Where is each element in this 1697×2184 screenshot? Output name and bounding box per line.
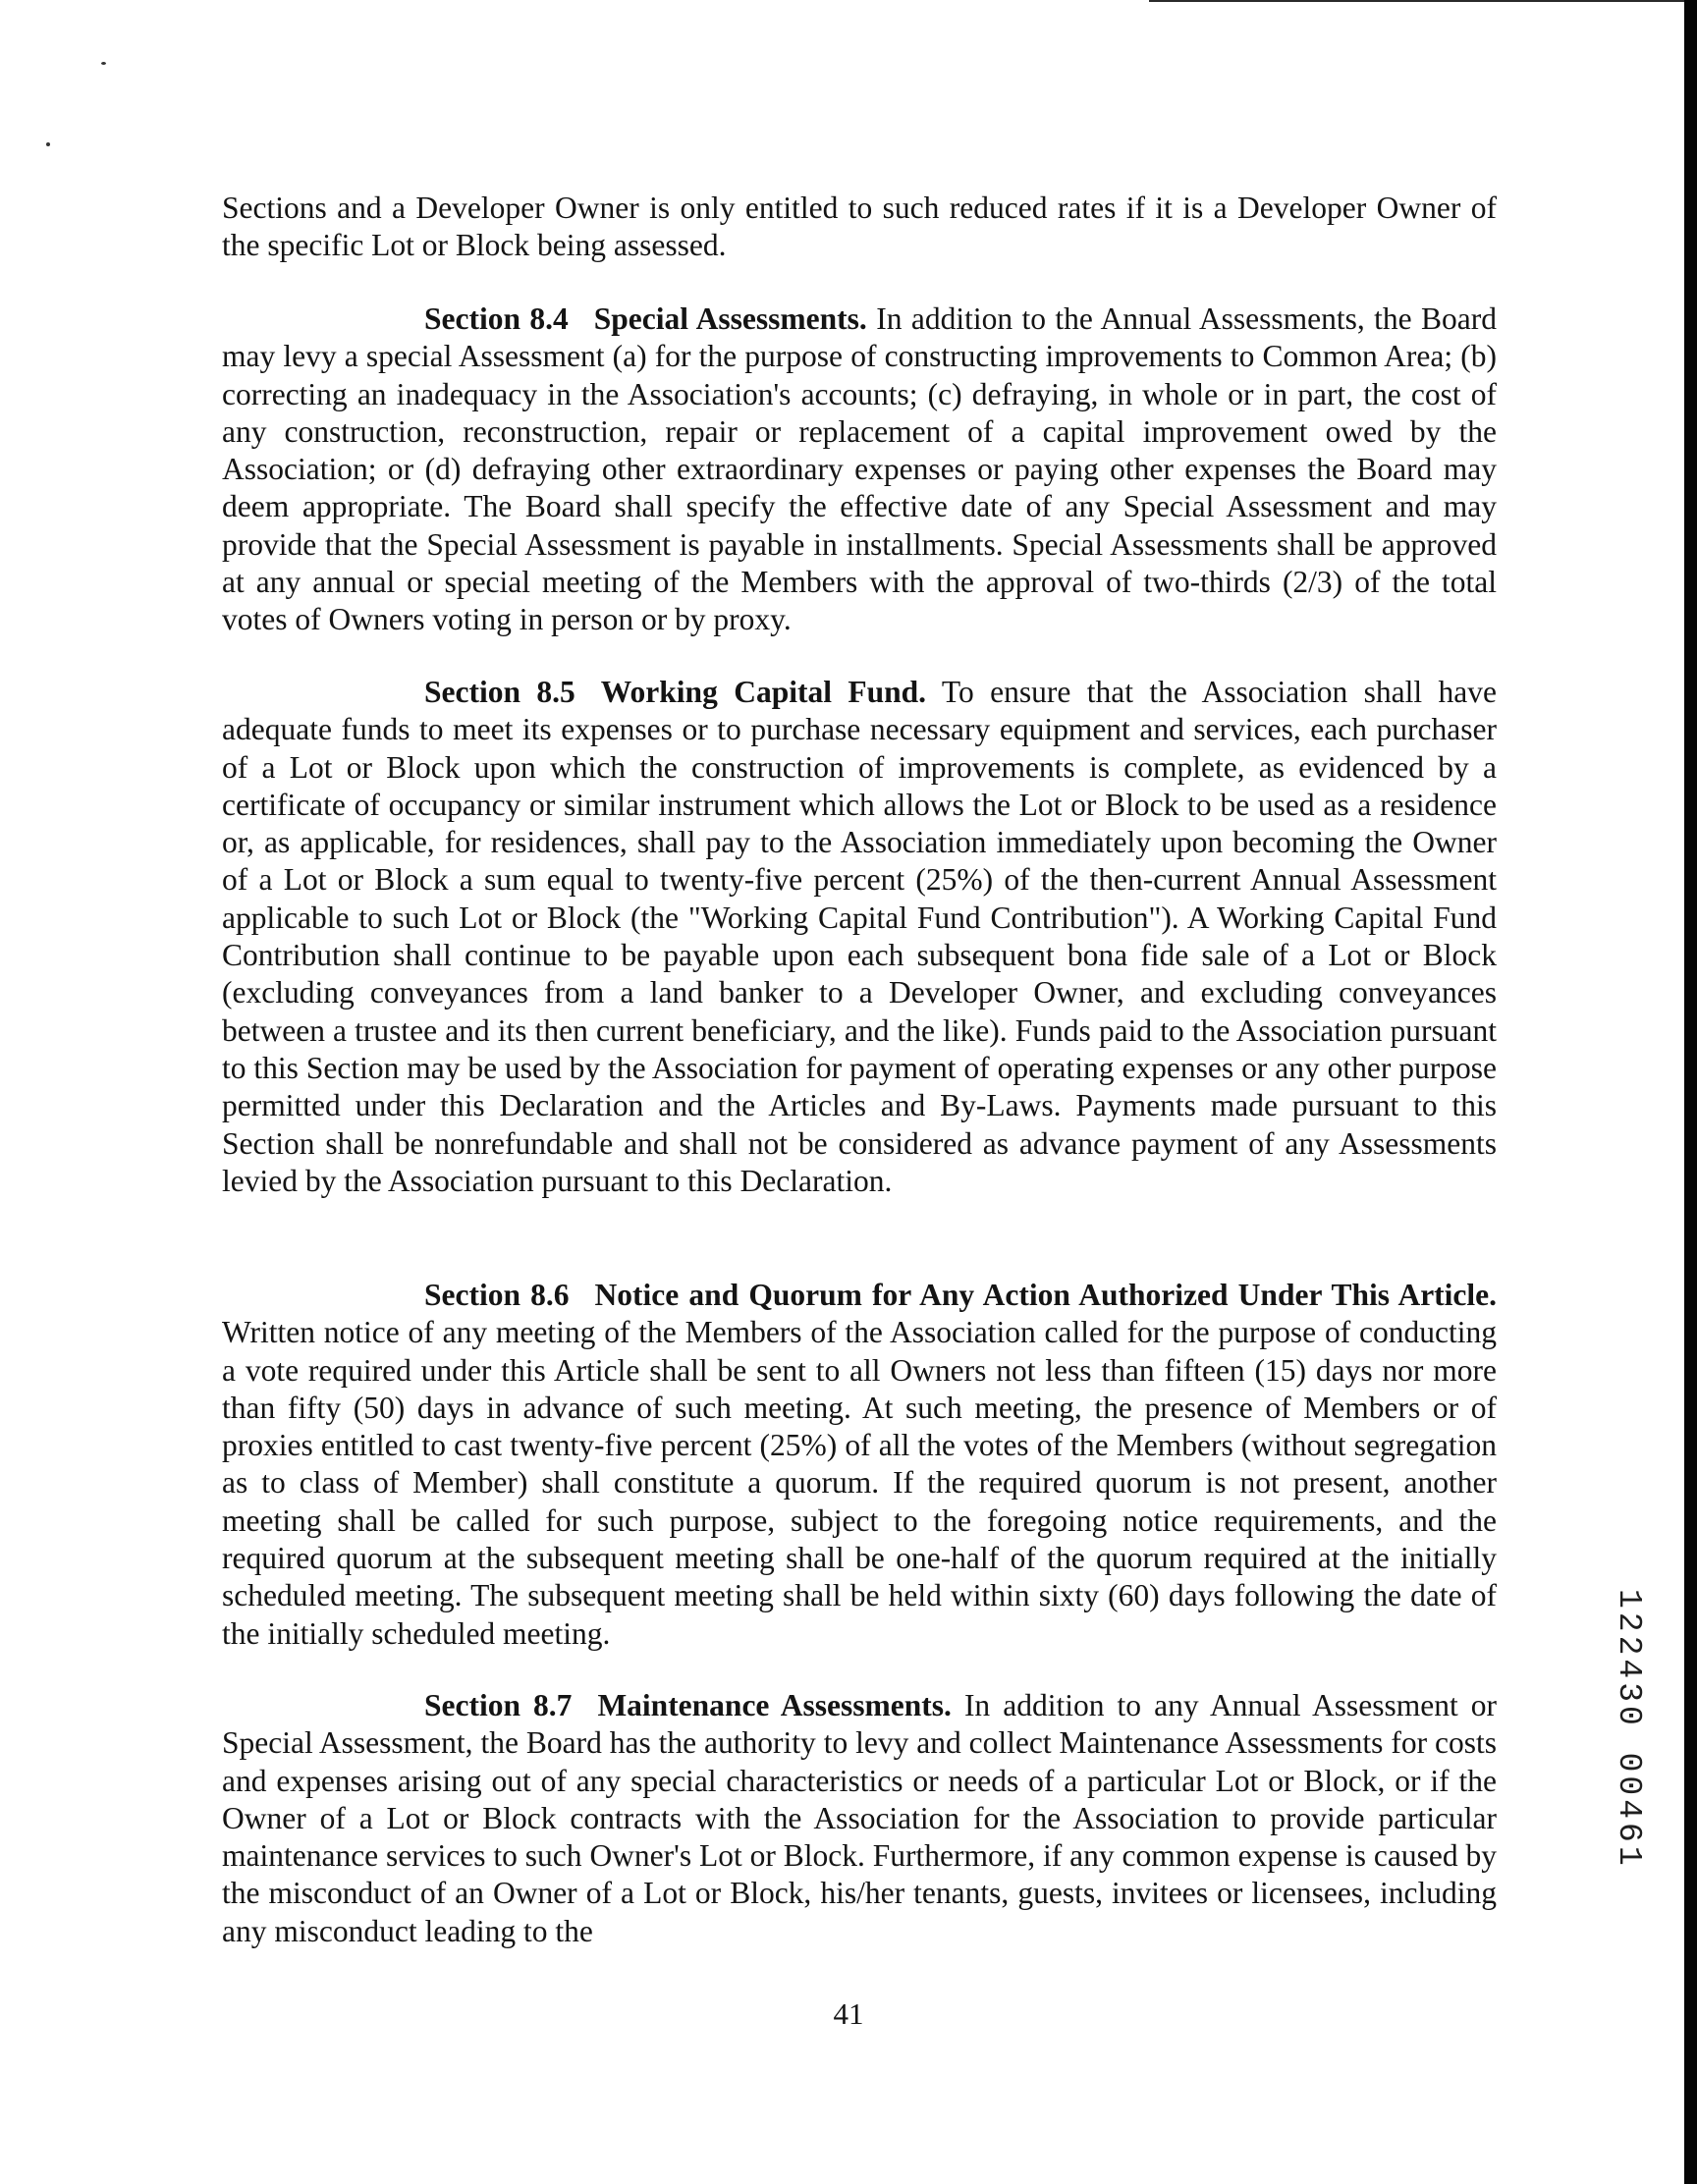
section-8-4-paragraph: [222, 300, 1497, 639]
section-body: Written notice of any meeting of the Members of the Association called for the purpose of conducting a vote required under this Article shall be sent to all Owners not less than fifteen (15) days nor more than fifty (50) days in advance of such meeting. At such meeting, the presence of Members or of proxies entitled to cast twenty-five percent (25%) of all the votes of the Members (without segregation as to class of Member) shall constitute a quorum. If the required quorum is not present, another meeting shall be called for such purpose, subject to the foregoing notice requirements, and the required quorum at the subsequent meeting shall be one-half of the quorum required at the initially scheduled meeting. The subsequent meeting shall be held within sixty (60) days following the date of the initially scheduled meeting.: [222, 1315, 1497, 1651]
section-title: Maintenance Assessments.: [597, 1688, 952, 1722]
intro-paragraph: Sections and a Developer Owner is only entitled to such reduced rates if it is a Developer Owner of the specific Lot or Block being assessed.: [222, 191, 1497, 263]
page-number: 41: [833, 1996, 864, 2031]
section-8-7-paragraph: [222, 1687, 1497, 1950]
scan-edge-bar: [1684, 0, 1697, 2184]
scan-speck: [101, 62, 106, 65]
section-number: Section 8.5: [424, 675, 575, 709]
section-body: In addition to the Annual Assessments, the Board may levy a special Assessment (a) for the purpose of constructing improvements to Common Area; (b) correcting an inadequacy in the Association's accounts; (c) defraying, in whole or in part, the cost of any construction, reconstruction, repair or replacement of a capital improvement owed by the Association; or (d) defraying other extraordinary expenses or paying other expenses the Board may deem appropriate. The Board shall specify the effective date of any Special Assessment and may provide that the Special Assessment is payable in installments. Special Assessments shall be approved at any annual or special meeting of the Members with the approval of two-thirds (2/3) of the total votes of Owners voting in person or by proxy.: [222, 301, 1497, 637]
section-title: Special Assessments.: [593, 301, 867, 336]
section-title: Working Capital Fund.: [600, 675, 927, 709]
scan-top-rule: [1149, 0, 1684, 2]
section-heading: [424, 301, 867, 336]
section-number: Section 8.6: [424, 1278, 570, 1312]
section-8-5-paragraph: [222, 674, 1497, 1200]
section-heading: [424, 1688, 952, 1722]
section-heading: [424, 1278, 1497, 1312]
section-heading: [424, 675, 926, 709]
section-number: Section 8.4: [424, 301, 569, 336]
section-body: To ensure that the Association shall have adequate funds to meet its expenses or to purchase necessary equipment and services, each purchaser of a Lot or Block upon which the construction of improvements is complete, as evidenced by a certificate of occupancy or similar instrument which allows the Lot or Block to be used as a residence or, as applicable, for residences, shall pay to the Association immediately upon becoming the Owner of a Lot or Block a sum equal to twenty-five percent (25%) of the then-current Annual Assessment applicable to such Lot or Block (the "Working Capital Fund Contribution"). A Working Capital Fund Contribution shall continue to be payable upon each subsequent bona fide sale of a Lot or Block (excluding conveyances from a land banker to a Developer Owner, and excluding conveyances between a trustee and its then current beneficiary, and the like). Funds paid to the Association pursuant to this Section may be used by the Association for payment of operating expenses or any other purpose permitted under this Declaration and the Articles and By-Laws. Payments made pursuant to this Section shall be nonrefundable and shall not be considered as advance payment of any Assessments levied by the Association pursuant to this Declaration.: [222, 675, 1498, 1198]
margin-stamp-text: 122430 00461: [1611, 1589, 1647, 1870]
section-title: Notice and Quorum for Any Action Authorized Under This Article.: [594, 1278, 1497, 1312]
section-8-6-paragraph: [222, 1277, 1497, 1653]
section-number: Section 8.7: [424, 1688, 573, 1722]
scan-speck: [46, 142, 50, 146]
section-body: In addition to any Annual Assessment or Special Assessment, the Board has the authority to levy and collect Maintenance Assessments for costs and expenses arising out of any special characteristics or needs of a particular Lot or Block, or if the Owner of a Lot or Block contracts with the Association for the Association to provide particular maintenance services to such Owner's Lot or Block. Furthermore, if any common expense is caused by the misconduct of an Owner of a Lot or Block, his/her tenants, guests, invitees or licensees, including any misconduct leading to the: [222, 1688, 1498, 1948]
margin-record-stamp: [1609, 1589, 1648, 1913]
